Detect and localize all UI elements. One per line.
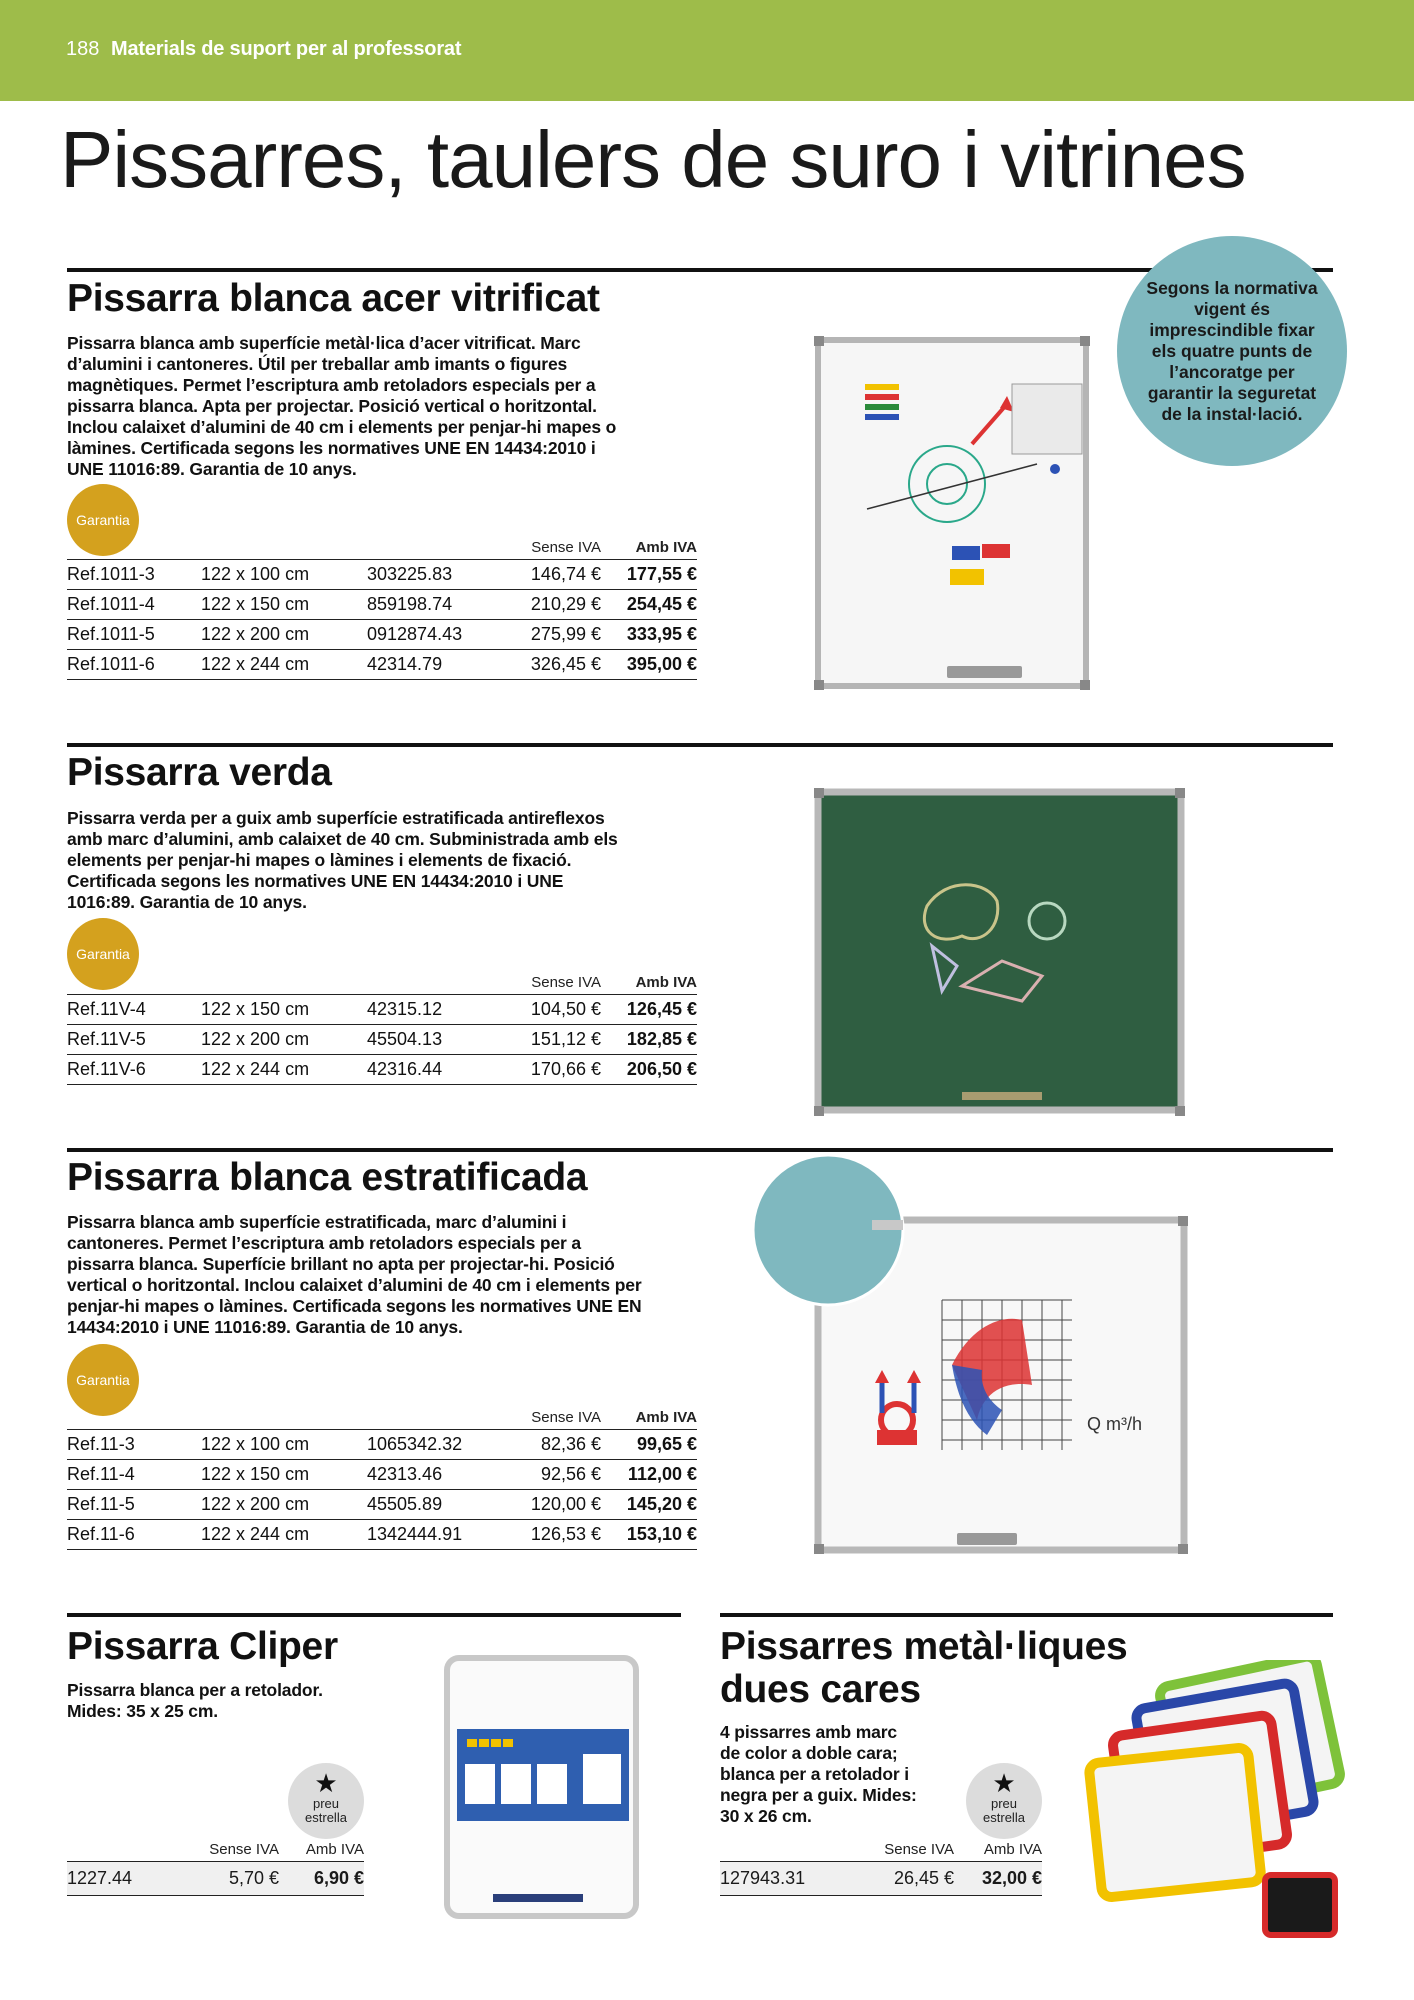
table-row: 127943.31 26,45 € 32,00 € <box>720 1861 1042 1895</box>
table-row: Ref.11-6 122 x 244 cm 1342444.91 126,53 € 153,10 € <box>67 1519 697 1549</box>
product-title: Pissarra blanca estratificada <box>67 1156 588 1199</box>
column-header-amb-iva: Amb IVA <box>635 973 697 991</box>
metal-boards-set-image <box>1075 1660 1350 1950</box>
product-title: Pissarra Cliper <box>67 1625 338 1668</box>
price-table <box>67 1403 697 1550</box>
section-divider <box>67 1148 1333 1152</box>
product-description: Pissarra blanca amb superfície estratificada, marc d’alumini i cantoneres. Permet l’escriptura amb retoladors especials per a pissarra blanca. Superfície brillant no apta per projectar-hi. Posició vertical o horitzontal. Inclou calaixet d’alumini de 40 cm i elements per penjar-hi mapes o làmines. Certificada segons les normatives UNE EN 14434:2010 i UNE 11016:89. Garantia de 10 anys. <box>67 1212 642 1337</box>
column-header-sense-iva: Sense IVA <box>531 973 601 991</box>
table-row: Ref.1011-6 122 x 244 cm 42314.79 326,45 € 395,00 € <box>67 649 697 679</box>
product-description: Pissarra blanca amb superfície metàl·lica d’acer vitrificat. Marc d’alumini i cantoneres. Útil per treballar amb imants o figures magnètiques. Permet l’escriptura amb retoladors especials per a pissarra blanca. Apta per projectar. Posició vertical o horitzontal. Inclou calaixet d’alumini de 40 cm i elements per penjar-hi mapes o làmines. Certificada segons les normatives UNE EN 14434:2010 i UNE 11016:89. Garantia de 10 anys. <box>67 333 617 479</box>
table-row: Ref.11V-6 122 x 244 cm 42316.44 170,66 € 206,50 € <box>67 1054 697 1084</box>
whiteboard-vitrified-image <box>812 334 1092 694</box>
column-header-amb-iva: Amb IVA <box>635 538 697 556</box>
chart-label-text: Q m³/h <box>1087 1414 1143 1434</box>
table-row: Ref.1011-5 122 x 200 cm 0912874.43 275,99 € 333,95 € <box>67 619 697 649</box>
table-row: Ref.11-5 122 x 200 cm 45505.89 120,00 € 145,20 € <box>67 1489 697 1519</box>
column-header-amb-iva: Amb IVA <box>635 1408 697 1426</box>
guarantee-badge: Garantia <box>67 1344 139 1416</box>
product-description: 4 pissarres amb marc de color a doble cara; blanca per a retolador i negra per a guix. Mides: 30 x 26 cm. <box>720 1722 917 1826</box>
section-divider <box>67 743 1333 747</box>
product-description: Pissarra blanca per a retolador. Mides: 35 x 25 cm. <box>67 1680 323 1721</box>
product-title: Pissarra blanca acer vitrificat <box>67 277 600 320</box>
page-number: 188 <box>66 38 100 60</box>
top-header-bar <box>0 0 1414 101</box>
table-row: Ref.1011-4 122 x 150 cm 859198.74 210,29 € 254,45 € <box>67 589 697 619</box>
section-title: Materials de suport per al professorat <box>111 38 462 60</box>
price-table <box>67 533 697 680</box>
product-description: Pissarra verda per a guix amb superfície estratificada antireflexos amb marc d’alumini, amb calaixet de 40 cm. Subministrada amb els elements per penjar-hi mapes o làmines i elements de fixació. Certificada segons les normatives UNE EN 14434:2010 i UNE 1016:89. Garantia de 10 anys. <box>67 808 618 912</box>
column-header-amb-iva: Amb IVA <box>983 1840 1042 1858</box>
table-row: Ref.11V-4 122 x 150 cm 42315.12 104,50 € 126,45 € <box>67 994 697 1024</box>
column-header-amb-iva: Amb IVA <box>305 1840 364 1858</box>
section-divider <box>67 268 1333 272</box>
whiteboard-stratified-image <box>752 1155 1194 1565</box>
column-header-sense-iva: Sense IVA <box>209 1840 279 1858</box>
column-header-sense-iva: Sense IVA <box>884 1840 954 1858</box>
cliper-board-image <box>443 1654 640 1920</box>
table-row: Ref.11-3 122 x 100 cm 1065342.32 82,36 € 99,65 € <box>67 1429 697 1459</box>
price-table <box>720 1835 1042 1896</box>
price-table <box>67 968 697 1085</box>
product-title: Pissarres metàl·liques dues cares <box>720 1625 1128 1711</box>
price-table <box>67 1835 364 1896</box>
section-divider <box>67 1613 681 1617</box>
safety-callout: Segons la normativa vigent és imprescindible fixar els quatre punts de l’ancoratge per garantir la seguretat de la instal·lació. <box>1117 236 1347 466</box>
column-header-sense-iva: Sense IVA <box>531 1408 601 1426</box>
section-divider <box>720 1613 1333 1617</box>
page-title: Pissarres, taulers de suro i vitrines <box>60 115 1246 204</box>
table-row: Ref.11-4 122 x 150 cm 42313.46 92,56 € 112,00 € <box>67 1459 697 1489</box>
green-chalkboard-image <box>812 786 1187 1118</box>
guarantee-badge: Garantia <box>67 918 139 990</box>
table-row: Ref.11V-5 122 x 200 cm 45504.13 151,12 € 182,85 € <box>67 1024 697 1054</box>
preu-estrella-badge: ★ preu estrella <box>288 1763 364 1839</box>
column-header-sense-iva: Sense IVA <box>531 538 601 556</box>
product-title: Pissarra verda <box>67 751 332 794</box>
star-icon: ★ <box>314 1768 338 1798</box>
preu-estrella-badge: ★ preu estrella <box>966 1763 1042 1839</box>
guarantee-badge: Garantia <box>67 484 139 556</box>
table-row: Ref.1011-3 122 x 100 cm 303225.83 146,74 € 177,55 € <box>67 559 697 589</box>
table-row: 1227.44 5,70 € 6,90 € <box>67 1861 364 1895</box>
star-icon: ★ <box>992 1768 1016 1798</box>
